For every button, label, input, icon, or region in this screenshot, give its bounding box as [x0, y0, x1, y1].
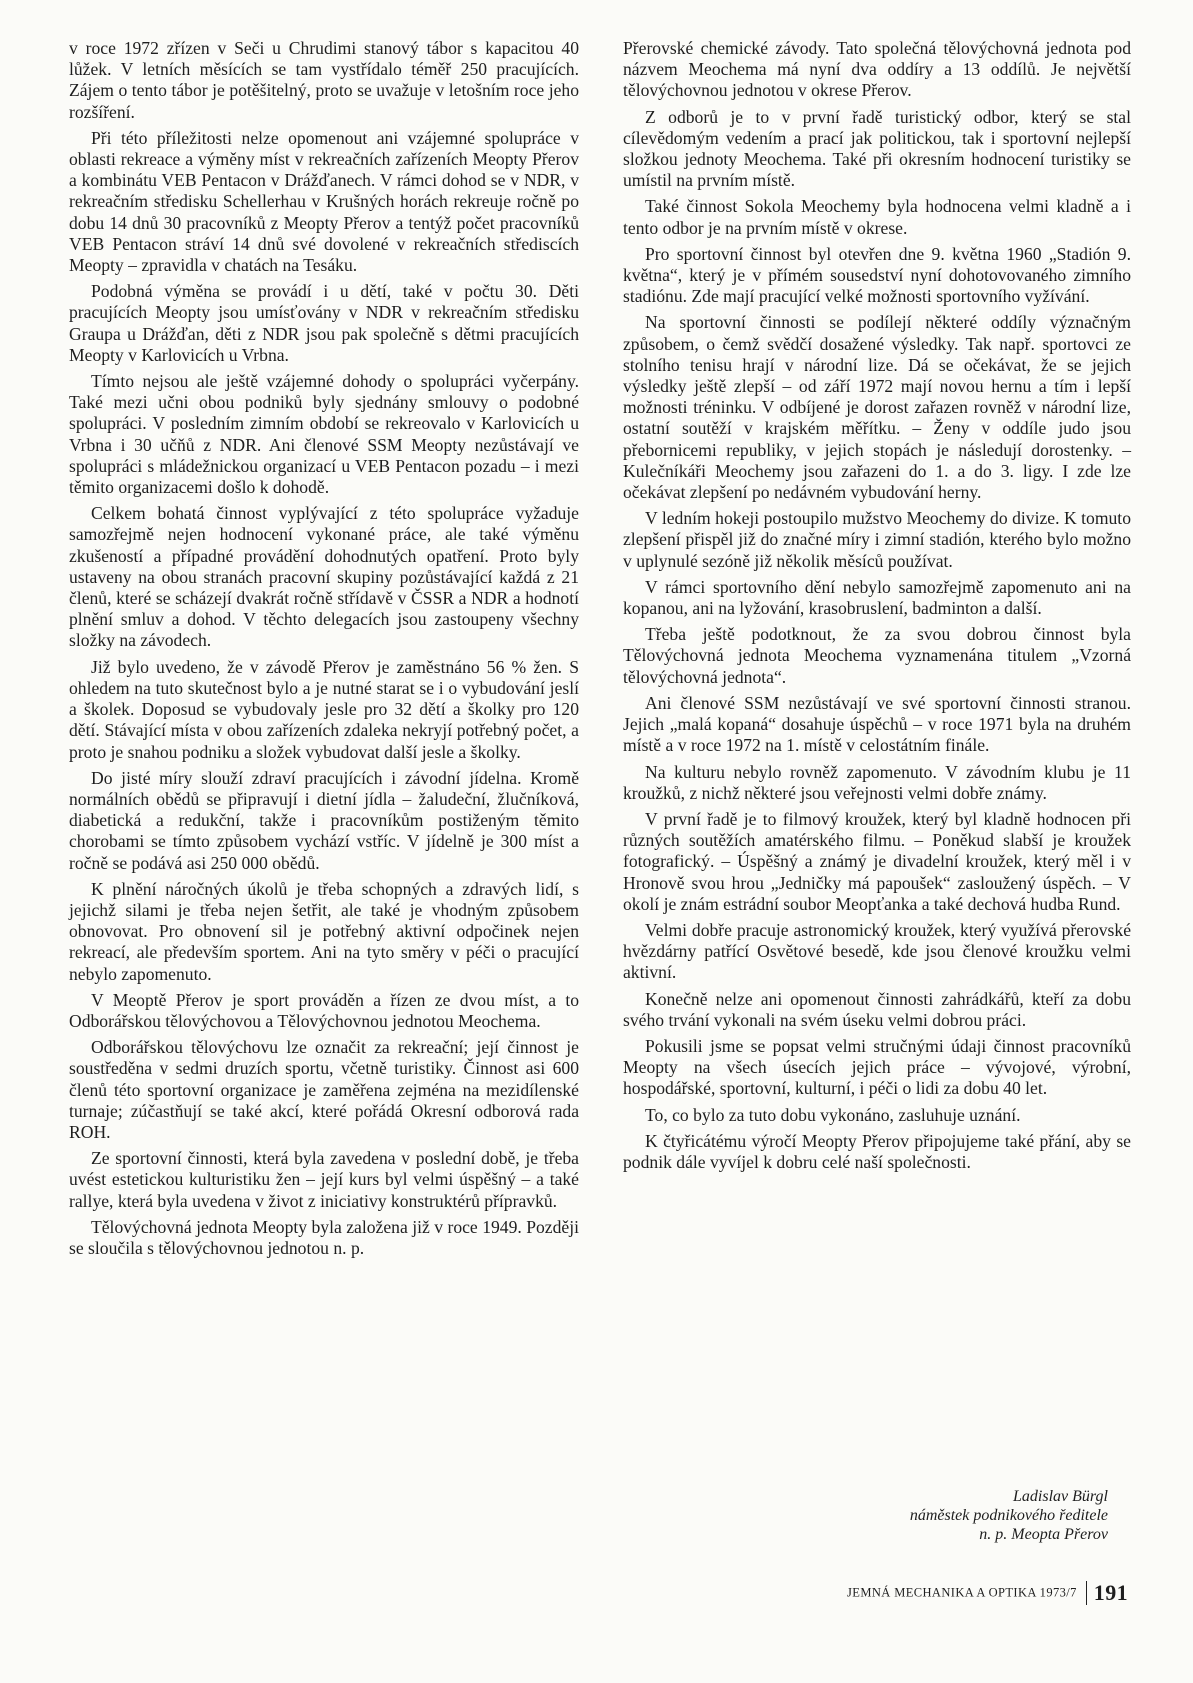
paragraph: Tělovýchovná jednota Meopty byla založena již v roce 1949. Později se sloučila s tělovýchovnou jednotou n. p. — [69, 1216, 579, 1258]
paragraph: Na sportovní činnosti se podílejí některé oddíly význačným způsobem, o čemž svědčí dosažené výsledky. Tak např. sportovci ze stolního tenisu hrají v národní lize. Dá se očekávat, že se jejich výsledky ještě zlepší – od září 1972 mají novou hernu a tím i lepší možnosti tréninku. V odbíjené je dorost zařazen rovněž v národní lize, ostatní soutěží v krajském měřítku. – Ženy v oddíle judo jsou přebornicemi republiky, v jejich stopách je následují dorostenky. – Kulečníkáři Meochemy jsou zařazeni do 1. a do 3. ligy. I zde lze očekávat zlepšení po nedávném vybudování herny. — [623, 312, 1131, 503]
page-number: 191 — [1093, 1580, 1128, 1605]
paragraph: Přerovské chemické závody. Tato společná tělovýchovná jednota pod názvem Meochema má nyní dva oddíry a 13 oddílů. Je největší tělovýchovnou jednotou v okrese Přerov. — [623, 38, 1131, 101]
paragraph: Třeba ještě podotknout, že za svou dobrou činnost byla Tělovýchovná jednota Meochema vyznamenána titulem „Vzorná tělovýchovná jednota“. — [623, 624, 1131, 687]
journal-title: JEMNÁ MECHANIKA A OPTIKA 1973/7 — [847, 1585, 1077, 1600]
paragraph: V ledním hokeji postoupilo mužstvo Meochemy do divize. K tomuto zlepšení přispěl již do značné míry i zimní stadión, kterého bylo možno v uplynulé sezóně již několik měsíců používat. — [623, 508, 1131, 571]
paragraph: Ze sportovní činnosti, která byla zavedena v poslední době, je třeba uvést estetickou kulturistiku žen – její kurs byl velmi úspěšný – a také rallye, která byla uvedena v život z iniciativy konstruktérů přípravků. — [69, 1148, 579, 1211]
right-column — [623, 38, 1131, 1178]
paragraph: Odborářskou tělovýchovu lze označit za rekreační; její činnost je soustředěna v sedmi druzích sportu, včetně turistiky. Činnost asi 600 členů této sportovní organizace je zaměřena zejména na mezidílenské turnaje; zúčastňují se také akcí, které pořádá Okresní odborová rada ROH. — [69, 1037, 579, 1142]
paragraph: Do jisté míry slouží zdraví pracujících i závodní jídelna. Kromě normálních obědů se připravují i dietní jídla – žaludeční, žlučníková, diabetická a redukční, takže i pracovníkům postiženým těmito chorobami se tímto způsobem vychází vstříc. V jídelně je 300 míst a ročně se podává asi 250 000 obědů. — [69, 767, 579, 873]
paragraph: Velmi dobře pracuje astronomický kroužek, který využívá přerovské hvězdárny patřící Osvětové besedě, kde jsou členové kroužku velmi aktivní. — [623, 919, 1131, 983]
paragraph: V první řadě je to filmový kroužek, který byl kladně hodnocen při různých soutěžích amatérského filmu. – Poněkud slabší je kroužek fotografický. – Úspěšný a známý je divadelní kroužek, který měl i v Hronově svou hrou „Jedničky má papoušek“ zasloužený úspěch. – V okolí je znám estrádní soubor Meopťanka a také dechová hudba Rund. — [623, 808, 1131, 914]
paragraph: Také činnost Sokola Meochemy byla hodnocena velmi kladně a i tento odbor je na prvním místě v okrese. — [623, 196, 1131, 238]
paragraph: Konečně nelze ani opomenout činnosti zahrádkářů, kteří za dobu svého trvání vykonali na svém úseku velmi dobrou práci. — [623, 988, 1131, 1030]
footer-divider — [1086, 1581, 1087, 1605]
paragraph: Pro sportovní činnost byl otevřen dne 9. května 1960 „Stadión 9. května“, který je v přímém sousedství nyní dohotovovaného zimního stadiónu. Zde mají pracující velké možnosti sportovního vyžívání. — [623, 243, 1131, 307]
page-footer — [760, 1580, 1128, 1606]
author-name: Ladislav Bürgl — [1013, 1488, 1108, 1505]
paragraph: Celkem bohatá činnost vyplývající z této spolupráce vyžaduje samozřejmě nejen hodnocení vykonané práce, ale také výměnu zkušeností a případné provádění dohodnutých opatření. Proto byly ustaveny na obou stranách pracovní skupiny pozůstávající každá z 21 členů, které se scházejí dvakrát ročně střídavě v ČSSR a NDR a hodnotí plnění smluv a dohod. V těchto delegacích jsou zastoupeny všechny složky na závodech. — [69, 503, 579, 651]
paragraph: Při této příležitosti nelze opomenout ani vzájemné spolupráce v oblasti rekreace a výměny míst v rekreačních zařízeních Meopty Přerov a kombinátu VEB Pentacon v Drážďanech. V rámci dohod se v NDR, v rekreačním středisku Schellerhau v Krušných horách rekreuje ročně po dobu 14 dnů 30 pracovníků z Meopty Přerov a tentýž počet pracovníků VEB Pentacon stráví 14 dnů své dovolené v rekreačních střediscích Meopty – zpravidla v chatách na Tesáku. — [69, 127, 579, 276]
author-organization: n. p. Meopta Přerov — [979, 1526, 1108, 1543]
paragraph: Ani členové SSM nezůstávají ve své sportovní činnosti stranou. Jejich „malá kopaná“ dosahuje úspěchů – v roce 1971 byla na druhém místě a v roce 1972 na 1. místě v celostátním finále. — [623, 692, 1131, 756]
paragraph: K čtyřicátému výročí Meopty Přerov připojujeme také přání, aby se podnik dále vyvíjel k dobru celé naší společnosti. — [623, 1130, 1131, 1172]
left-column — [69, 38, 579, 1264]
author-role: náměstek podnikového ředitele — [909, 1507, 1108, 1524]
paragraph: Podobná výměna se provádí i u dětí, také v počtu 30. Děti pracujících Meopty jsou umísťovány v NDR v rekreačním středisku Graupa u Drážďan, děti z NDR jsou pak společně s dětmi pracujících Meopty v Karlovicích u Vrbna. — [69, 281, 579, 365]
author-signature — [740, 1487, 1108, 1544]
paragraph: Již bylo uvedeno, že v závodě Přerov je zaměstnáno 56 % žen. S ohledem na tuto skutečnost bylo a je nutné starat se i o vybudování jeslí a školek. Doposud se vybudovaly jesle pro 32 dětí a školky pro 120 dětí. Stávající místa v obou zařízeních zdaleka nekryjí potřebný počet, a proto je snahou podniku a složek vybudovat další jesle a školky. — [69, 656, 579, 762]
paragraph: Z odborů je to v první řadě turistický odbor, který se stal cílevědomým vedením a prací jak politickou, tak i sportovní nejlepší složkou jednoty Meochema. Také při okresním hodnocení turistiky se umístil na prvním místě. — [623, 106, 1131, 191]
paragraph: Tímto nejsou ale ještě vzájemné dohody o spolupráci vyčerpány. Také mezi učni obou podniků byly sjednány smlouvy o podobné spolupráci. V posledním zimním období se rekreovalo v Karlovicích u Vrbna i 30 učňů z NDR. Ani členové SSM Meopty nezůstávají ve spolupráci s mládežnickou organizací u VEB Pentacon pozadu – i mezi těmito organizacemi došlo k dohodě. — [69, 371, 579, 498]
paragraph: To, co bylo za tuto dobu vykonáno, zasluhuje uznání. — [645, 1104, 1021, 1125]
paragraph: Pokusili jsme se popsat velmi stručnými údaji činnost pracovníků Meopty na všech úsecích jejich práce – vývojové, výrobní, hospodářské, sportovní, kulturní, i péči o lidi za dobu 40 let. — [623, 1035, 1131, 1099]
paragraph: v roce 1972 zřízen v Seči u Chrudimi stanový tábor s kapacitou 40 lůžek. V letních měsících se tam vystřídalo téměř 250 pracujících. Zájem o tento tábor je potěšitelný, proto se uvažuje v letošním roce jeho rozšíření. — [69, 38, 579, 122]
paragraph: Na kulturu nebylo rovněž zapomenuto. V závodním klubu je 11 kroužků, z nichž některé jsou veřejnosti velmi dobře známy. — [623, 761, 1131, 803]
paragraph: V Meoptě Přerov je sport prováděn a řízen ze dvou míst, a to Odborářskou tělovýchovou a Tělovýchovnou jednotou Meochema. — [69, 989, 579, 1031]
paragraph: K plnění náročných úkolů je třeba schopných a zdravých lidí, s jejichž silami je třeba nejen šetřit, ale také je vhodným způsobem obnovovat. Pro obnovení sil je potřebný aktivní odpočinek nejen rekreací, ale především sportem. Ani na tyto směry v péči o pracující nebylo zapomenuto. — [69, 878, 579, 984]
paragraph: V rámci sportovního dění nebylo samozřejmě zapomenuto ani na kopanou, ani na lyžování, krasobruslení, badminton a další. — [623, 576, 1131, 619]
